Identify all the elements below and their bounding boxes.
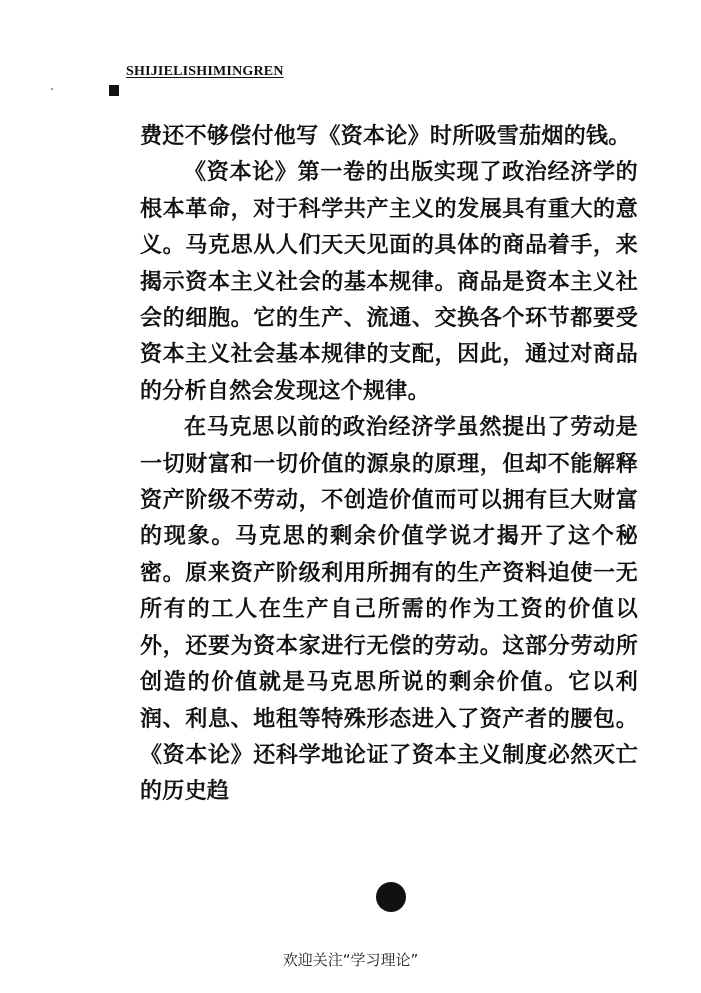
paragraph-continued: 费还不够偿付他写《资本论》时所吸雪茄烟的钱。	[140, 123, 631, 149]
page-body	[140, 118, 638, 810]
running-header: SHIJIELISHIMINGREN	[126, 64, 284, 79]
scan-speck	[51, 88, 53, 90]
page-dot-ornament	[376, 882, 406, 912]
footer-watermark-text: 欢迎关注“学习理论”	[282, 951, 419, 969]
paragraph-capital-volume-one: 《资本论》第一卷的出版实现了政治经济学的根本革命，对于科学共产主义的发展具有重大的意义。马克思从人们天天见面的具体的商品着手，来揭示资本主义社会的基本规律。商品是资本主义社会的细胞。它的生产、流通、交换各个环节都要受资本主义社会基本规律的支配，因此，通过对商品的分析自然会发现这个规律。	[140, 159, 638, 404]
header-square-marker	[109, 85, 119, 96]
paragraph-surplus-value: 在马克思以前的政治经济学虽然提出了劳动是一切财富和一切价值的源泉的原理，但却不能解释资产阶级不劳动，不创造价值而可以拥有巨大财富的现象。马克思的剩余价值学说才揭开了这个秘密。原来资产阶级利用所拥有的生产资料迫使一无所有的工人在生产自己所需的作为工资的价值以外，还要为资本家进行无偿的劳动。这部分劳动所创造的价值就是马克思所说的剩余价值。它以利润、利息、地租等特殊形态进入了资产者的腰包。《资本论》还科学地论证了资本主义制度必然灭亡的历史趋	[140, 414, 638, 805]
